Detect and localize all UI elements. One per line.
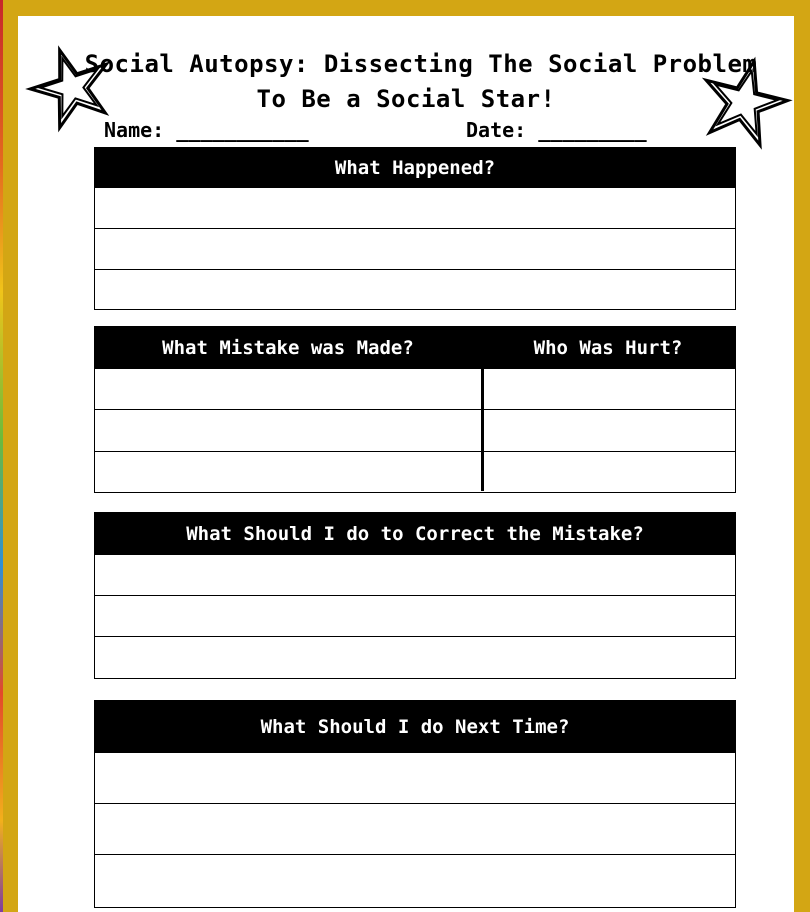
answer-row[interactable]: [95, 554, 735, 595]
mistake-cell[interactable]: [95, 452, 481, 491]
who-hurt-cell[interactable]: [481, 369, 735, 409]
answer-row[interactable]: [95, 187, 735, 228]
decorative-border-strip: [0, 0, 3, 912]
who-hurt-cell[interactable]: [481, 410, 735, 451]
answer-row[interactable]: [95, 228, 735, 269]
mistake-table: [94, 326, 736, 493]
mistake-header: [95, 327, 735, 368]
who-hurt-header-label: Who Was Hurt?: [533, 336, 683, 359]
name-label: Name:: [104, 118, 165, 142]
correct-mistake-table: [94, 512, 736, 679]
name-blank: ___________: [176, 118, 309, 142]
mistake-header-label: What Mistake was Made?: [162, 336, 414, 359]
answer-row[interactable]: [95, 803, 735, 854]
what-happened-header: What Happened?: [95, 148, 735, 187]
next-time-table: [94, 700, 736, 908]
next-time-header: What Should I do Next Time?: [95, 701, 735, 752]
answer-row: [95, 368, 735, 409]
mistake-cell[interactable]: [95, 369, 481, 409]
worksheet-title: Social Autopsy: Dissecting The Social Problem: [84, 50, 758, 78]
answer-row: [95, 451, 735, 491]
date-label: Date:: [466, 118, 527, 142]
worksheet-subtitle: To Be a Social Star!: [256, 85, 556, 113]
answer-row[interactable]: [95, 636, 735, 677]
worksheet-page: [18, 16, 794, 912]
answer-row: [95, 409, 735, 451]
who-hurt-cell[interactable]: [481, 452, 735, 491]
answer-row[interactable]: [95, 595, 735, 636]
name-field[interactable]: [104, 118, 309, 142]
mistake-cell[interactable]: [95, 410, 481, 451]
what-happened-table: [94, 147, 736, 310]
answer-row[interactable]: [95, 854, 735, 906]
date-blank: _________: [538, 118, 647, 142]
correct-mistake-header: What Should I do to Correct the Mistake?: [95, 513, 735, 554]
date-field[interactable]: [466, 118, 647, 142]
answer-row[interactable]: [95, 752, 735, 803]
answer-row[interactable]: [95, 269, 735, 309]
